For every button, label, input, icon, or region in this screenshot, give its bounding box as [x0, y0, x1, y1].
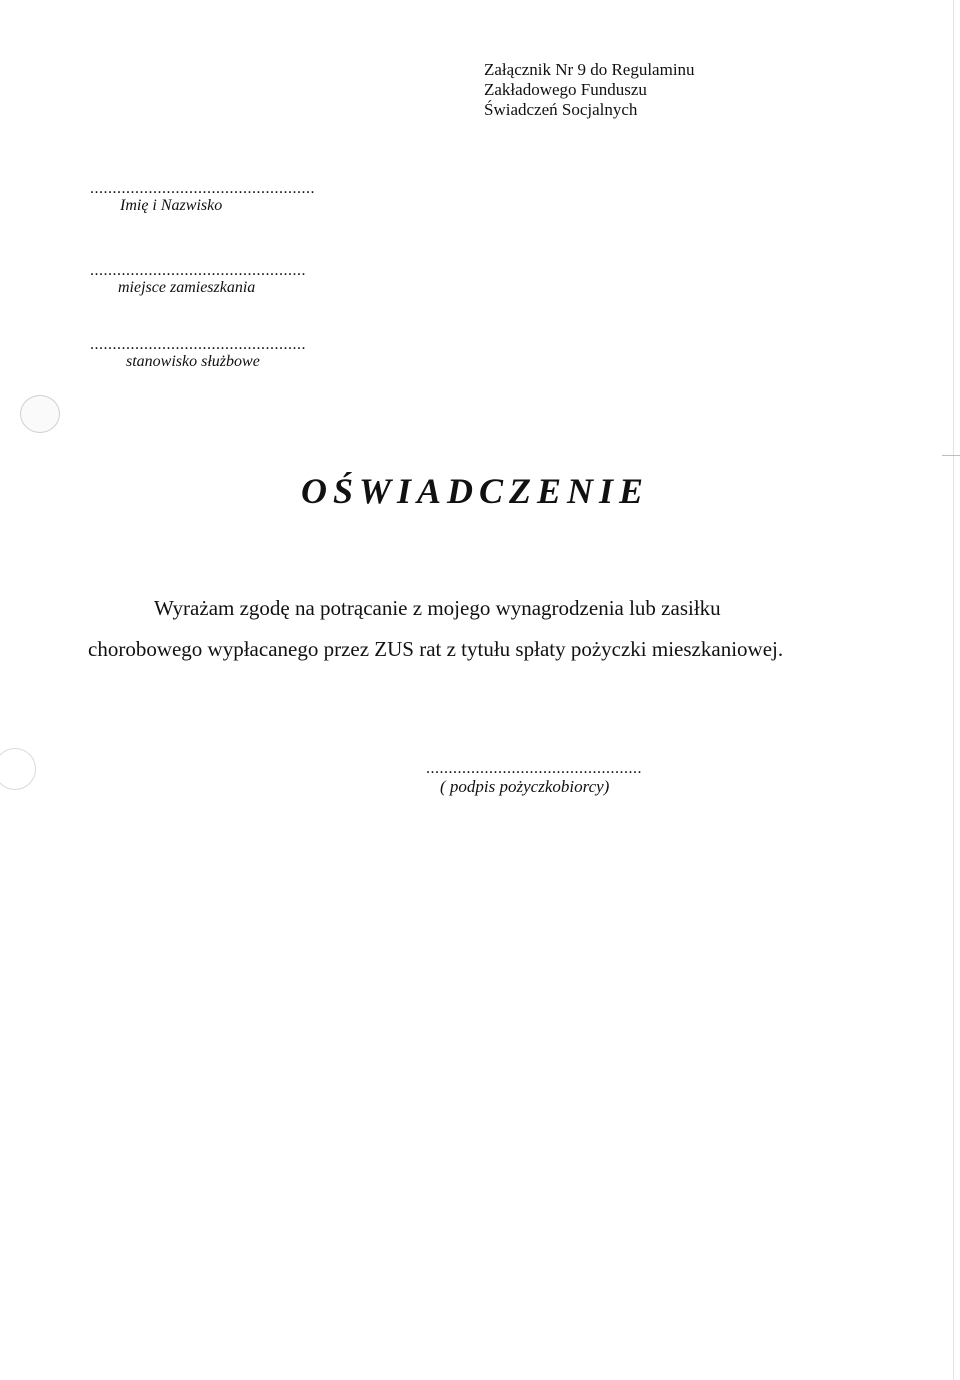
- job-position-field-dots[interactable]: ................................................: [90, 336, 306, 353]
- name-field[interactable]: [90, 182, 315, 216]
- scan-edge-line: [953, 0, 954, 1380]
- signature-field[interactable]: [426, 762, 642, 798]
- annex-line: Załącznik Nr 9 do Regulaminu: [484, 60, 695, 79]
- document-title-text: OŚWIADCZENIE: [300, 471, 650, 511]
- punch-hole-mark: [20, 395, 60, 433]
- residence-field-caption: miejsce zamieszkania: [118, 279, 256, 296]
- statement-line: Wyrażam zgodę na potrącanie z mojego wynagrodzenia lub zasiłku: [154, 596, 721, 620]
- document-title: [0, 470, 960, 512]
- name-field-dots[interactable]: ..................................................: [90, 180, 315, 197]
- annex-header: [484, 60, 695, 120]
- statement-line: chorobowego wypłacanego przez ZUS rat z tytułu spłaty pożyczki mieszkaniowej.: [88, 637, 784, 661]
- annex-line: Świadczeń Socjalnych: [484, 100, 638, 119]
- annex-line: Zakładowego Funduszu: [484, 80, 647, 99]
- name-field-caption: Imię i Nazwisko: [120, 197, 223, 214]
- residence-field-dots[interactable]: ................................................: [90, 262, 306, 279]
- punch-hole-mark: [0, 748, 36, 790]
- residence-field[interactable]: [90, 264, 306, 298]
- job-position-field-caption: stanowisko służbowe: [126, 353, 260, 370]
- signature-field-dots[interactable]: ................................................: [426, 760, 642, 777]
- scan-side-mark: [942, 455, 960, 456]
- job-position-field[interactable]: [90, 338, 306, 372]
- statement-body: [88, 588, 888, 670]
- signature-field-caption: ( podpis pożyczkobiorcy): [440, 777, 610, 796]
